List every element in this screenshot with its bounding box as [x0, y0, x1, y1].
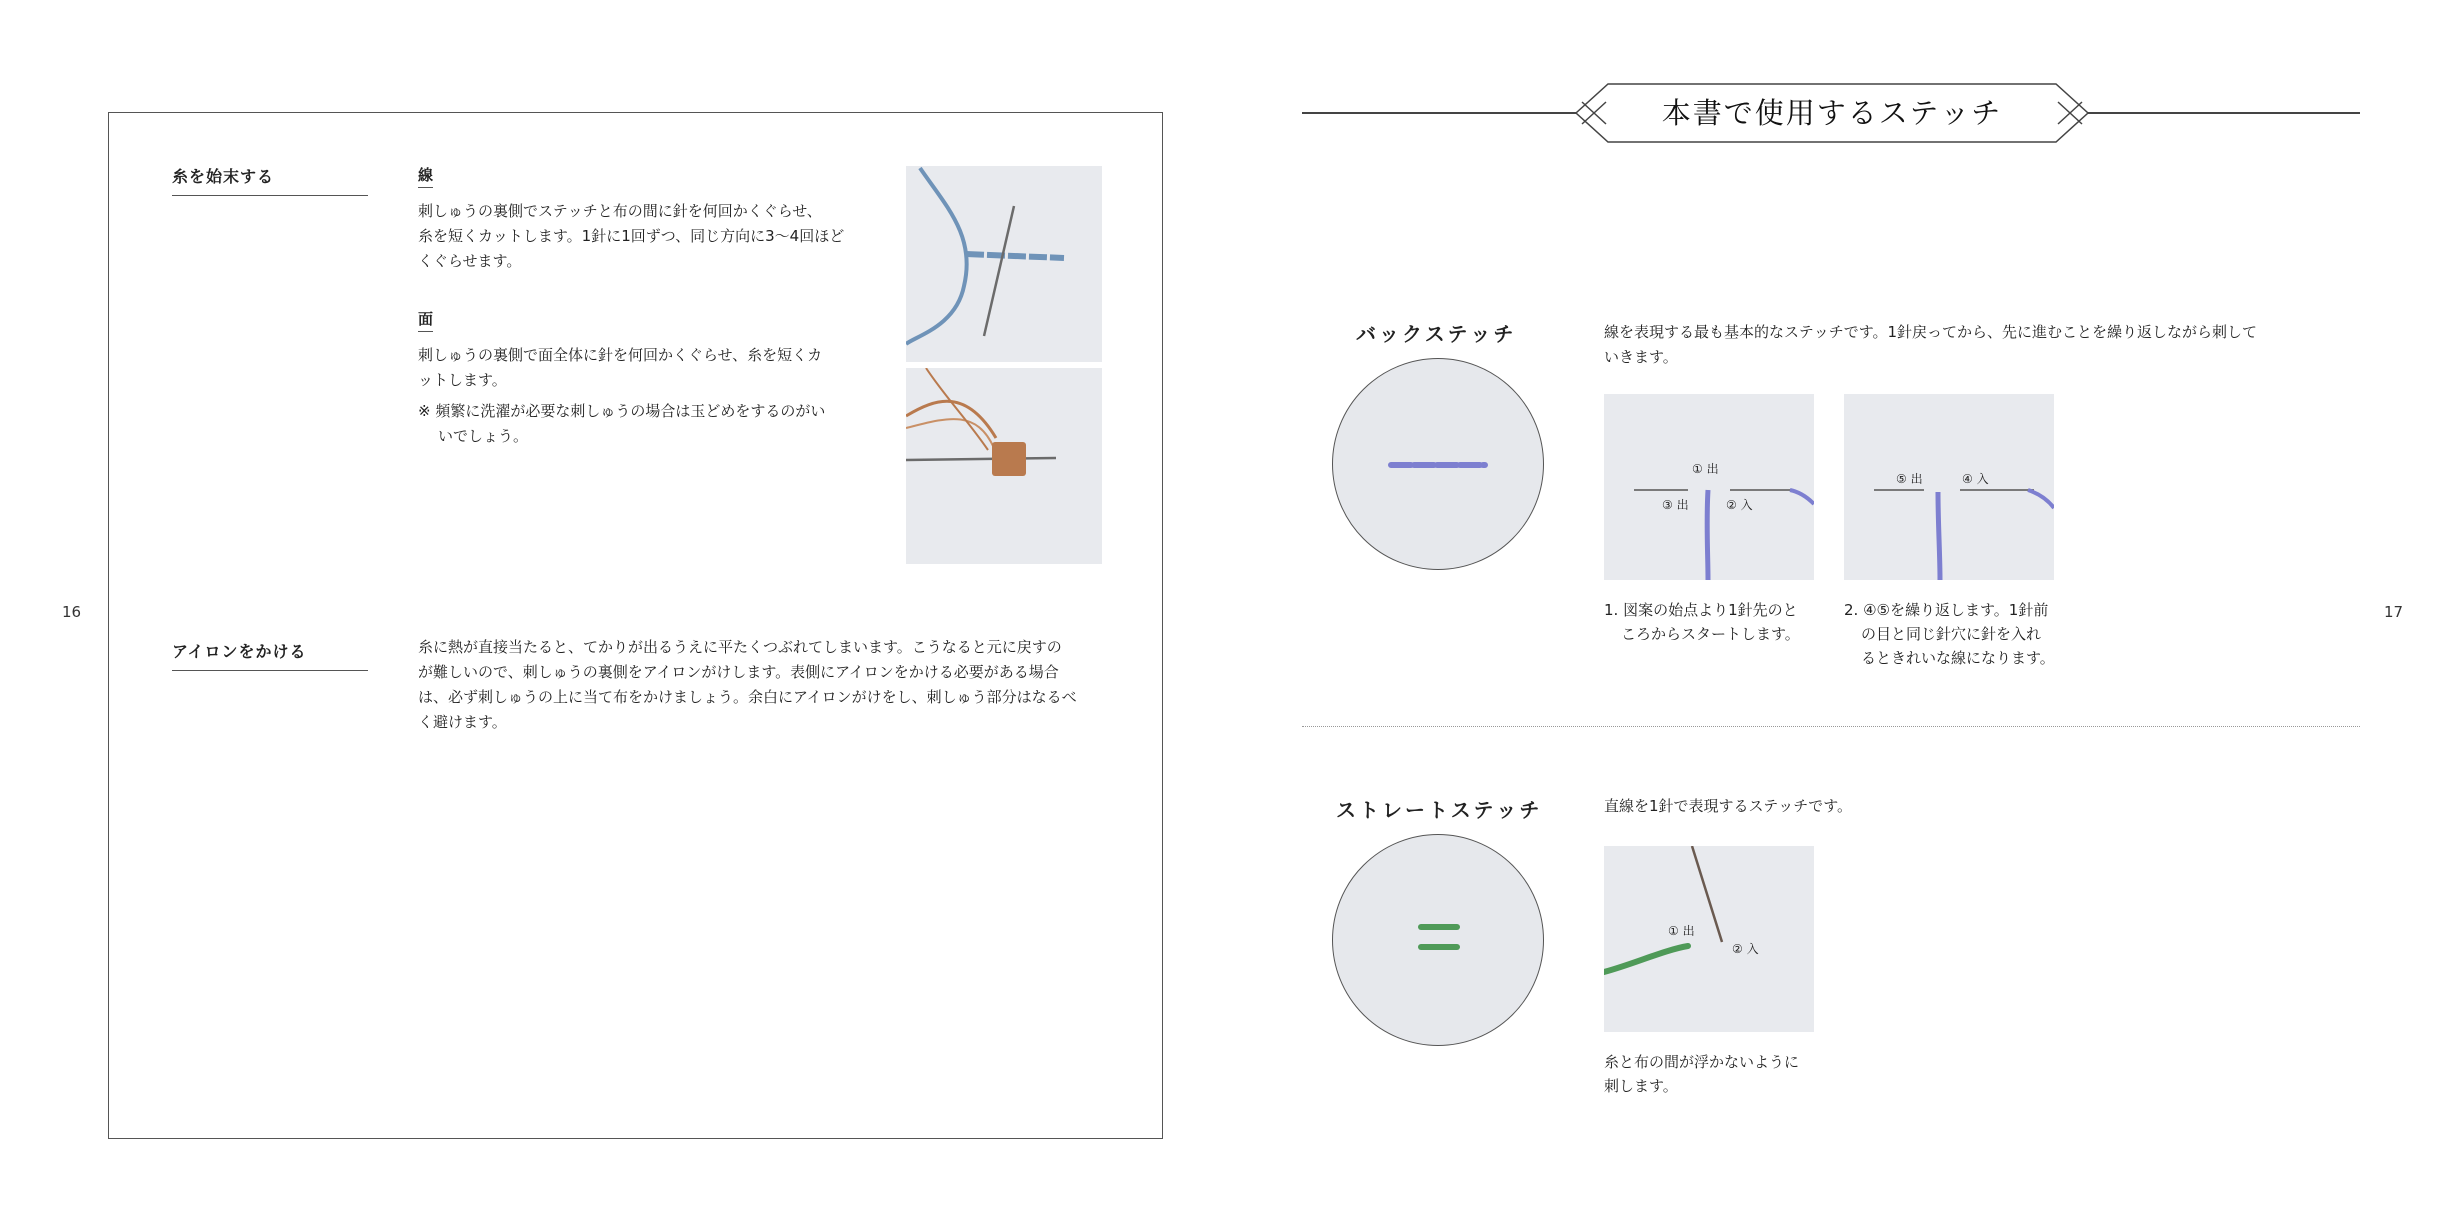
section-heading-ironing: アイロンをかける [172, 639, 368, 671]
text-line: いきます。 [1604, 348, 1678, 366]
text-line: 2. ④⑤を繰り返します。1針前 [1844, 601, 2049, 619]
label-point-4-in: ④ 入 [1962, 472, 1989, 486]
label-point-2-in: ② 入 [1732, 942, 1759, 956]
text-line: 線を表現する最も基本的なステッチです。1針戻ってから、先に進むことを繰り返しながら刺して [1604, 323, 2258, 341]
back-stitch-step1-caption [1604, 598, 1834, 646]
needle-through-satin-stitch-icon [906, 368, 1102, 564]
text-line: くぐらせます。 [418, 252, 522, 270]
text-line: 糸に熱が直接当たると、てかりが出るうえに平たくつぶれてしまいます。こうなると元に戻すの [418, 638, 1062, 656]
back-stitch-step2-photo [1844, 394, 2054, 580]
page-title: 本書で使用するステッチ [1661, 96, 2003, 130]
back-stitch-sample-icon [1333, 359, 1544, 570]
back-stitch-description [1604, 320, 2324, 370]
text-line: いでしょう。 [438, 427, 529, 445]
text-line: ットします。 [418, 371, 507, 389]
back-stitch-step2-caption [1844, 598, 2084, 670]
straight-stitch-sample-circle [1332, 834, 1544, 1046]
text-line: 刺しゅうの裏側でステッチと布の間に針を何回かくぐらせ、 [418, 202, 822, 220]
photo-surface-finishing [906, 368, 1102, 564]
surface-finishing-text [418, 343, 878, 393]
title-rule-right [2082, 112, 2360, 114]
back-stitch-step1-photo [1604, 394, 1814, 580]
subsection-heading-surface: 面 [418, 308, 433, 332]
label-point-5-out: ⑤ 出 [1896, 472, 1923, 486]
text-line: 糸を短くカットします。1針に1回ずつ、同じ方向に3〜4回ほど [418, 227, 845, 245]
label-point-1-out: ① 出 [1692, 462, 1719, 476]
back-stitch-sample-circle [1332, 358, 1544, 570]
straight-stitch-photo [1604, 846, 1814, 1032]
text-line: 1. 図案の始点より1針先のと [1604, 601, 1798, 619]
straight-stitch-demo-icon [1604, 846, 1814, 1032]
subsection-surface [418, 308, 433, 332]
ironing-text [418, 635, 1108, 735]
subsection-line [418, 164, 433, 188]
back-stitch-step2-icon [1844, 394, 2054, 580]
straight-stitch-caption [1604, 1050, 1844, 1098]
line-finishing-text [418, 199, 878, 274]
straight-stitch-description: 直線を1針で表現するステッチです。 [1604, 797, 1853, 815]
subsection-heading-line: 線 [418, 164, 433, 188]
text-line: の目と同じ針穴に針を入れ [1861, 625, 2042, 643]
text-line: く避けます。 [418, 713, 507, 731]
text-line: るときれいな線になります。 [1861, 649, 2055, 667]
section-heading-thread-finishing: 糸を始末する [172, 164, 368, 196]
text-line: 糸と布の間が浮かないように [1604, 1053, 1800, 1071]
text-line: ※ 頻繁に洗濯が必要な刺しゅうの場合は玉どめをするのがい [418, 402, 826, 420]
section-divider [1302, 726, 2360, 727]
label-point-2-in: ② 入 [1726, 498, 1753, 512]
surface-note-text [418, 399, 878, 449]
label-point-3-out: ③ 出 [1662, 498, 1689, 512]
needle-through-line-stitch-icon [906, 166, 1102, 362]
stitch-name-straight: ストレートステッチ [1336, 798, 1543, 822]
text-line: は、必ず刺しゅうの上に当て布をかけましょう。余白にアイロンがけをし、刺しゅう部分はなるべ [418, 688, 1077, 706]
text-line: 刺します。 [1604, 1077, 1678, 1095]
page-number-right: 17 [2384, 603, 2404, 621]
title-rule-left [1302, 112, 1596, 114]
photo-line-finishing [906, 166, 1102, 362]
text-line: 刺しゅうの裏側で面全体に針を何回かくぐらせ、糸を短くカ [418, 346, 823, 364]
text-line: ころからスタートします。 [1621, 625, 1800, 643]
text-line: が難しいので、刺しゅうの裏側をアイロンがけします。表側にアイロンをかける必要がある場合 [418, 663, 1059, 681]
straight-stitch-sample-icon [1333, 835, 1544, 1046]
stitch-name-back: バックステッチ [1356, 322, 1517, 346]
label-point-1-out: ① 出 [1668, 924, 1695, 938]
back-stitch-step1-icon [1604, 394, 1814, 580]
page-number-left: 16 [62, 603, 82, 621]
